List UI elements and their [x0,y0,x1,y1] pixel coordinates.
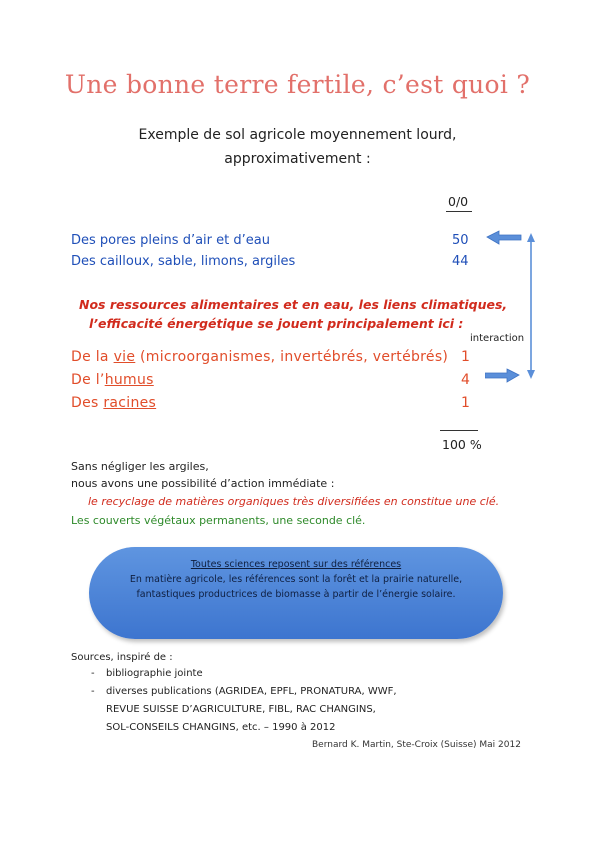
body-line-2: nous avons une possibilité d’action immédiate : [71,477,335,490]
note-line-1: Nos ressources alimentaires et en eau, les liens climatiques, [79,297,508,312]
row-racines-prefix: Des [71,395,104,411]
row-vie-prefix: De la [71,349,114,365]
percent-header: 0/0 [448,194,469,209]
row-pores-label: Des pores pleins d’air et d’eau [71,233,270,248]
row-vie-value: 1 [461,349,471,365]
bubble-line-2: En matière agricole, les références sont la forêt et la prairie naturelle, [129,574,463,585]
arrow-right-icon [485,369,519,382]
row-vie-underlined: vie [113,349,136,365]
sources-bullet-2: - [91,686,95,697]
row-racines-value: 1 [461,395,471,411]
row-humus-value: 4 [461,372,471,388]
row-vie-suffix: (microorganismes, invertébrés, vertébrés) [135,349,449,365]
note-line-2: l’efficacité énergétique se jouent principalement ici : [89,316,464,331]
arrow-up-icon [527,233,535,242]
arrow-down-icon [527,370,535,379]
row-pores-value: 50 [452,233,469,248]
sources-heading: Sources, inspiré de : [71,652,173,663]
bubble-line-1: Toutes sciences reposent sur des références [190,559,402,570]
row-humus [71,372,154,388]
subtitle-line-2: approximativement : [224,151,371,167]
total-value: 100 % [442,437,482,452]
bubble-line-3: fantastiques productrices de biomasse à partir de l’énergie solaire. [136,589,456,600]
row-racines [71,395,156,411]
row-humus-prefix: De l’ [71,372,105,388]
row-racines-underlined: racines [103,395,157,411]
body-line-1: Sans négliger les argiles, [71,460,209,473]
row-mineral-label: Des cailloux, sable, limons, argiles [71,254,296,269]
sources-item-1: bibliographie jointe [106,668,203,679]
arrow-left-icon [487,231,521,244]
total-rule [440,430,478,431]
sources-cont-1: REVUE SUISSE D’AGRICULTURE, FIBL, RAC CHANGINS, [106,704,376,715]
sources-bullet-1: - [91,668,95,679]
body-green-line: Les couverts végétaux permanents, une seconde clé. [71,514,366,527]
page-title: Une bonne terre fertile, c’est quoi ? [64,70,531,99]
row-vie [71,349,448,365]
interaction-label: interaction [470,333,525,344]
sources-item-2: diverses publications (AGRIDEA, EPFL, PRONATURA, WWF, [106,686,397,697]
row-humus-underlined: humus [104,372,154,388]
row-mineral-value: 44 [452,254,469,269]
subtitle-line-1: Exemple de sol agricole moyennement lourd, [138,127,457,143]
sources-cont-2: SOL-CONSEILS CHANGINS, etc. – 1990 à 2012 [106,722,336,733]
signature: Bernard K. Martin, Ste-Croix (Suisse) Mai 2012 [312,740,521,750]
body-red-line: le recyclage de matières organiques très diversifiées en constitue une clé. [88,495,500,508]
percent-header-underline [446,211,472,212]
